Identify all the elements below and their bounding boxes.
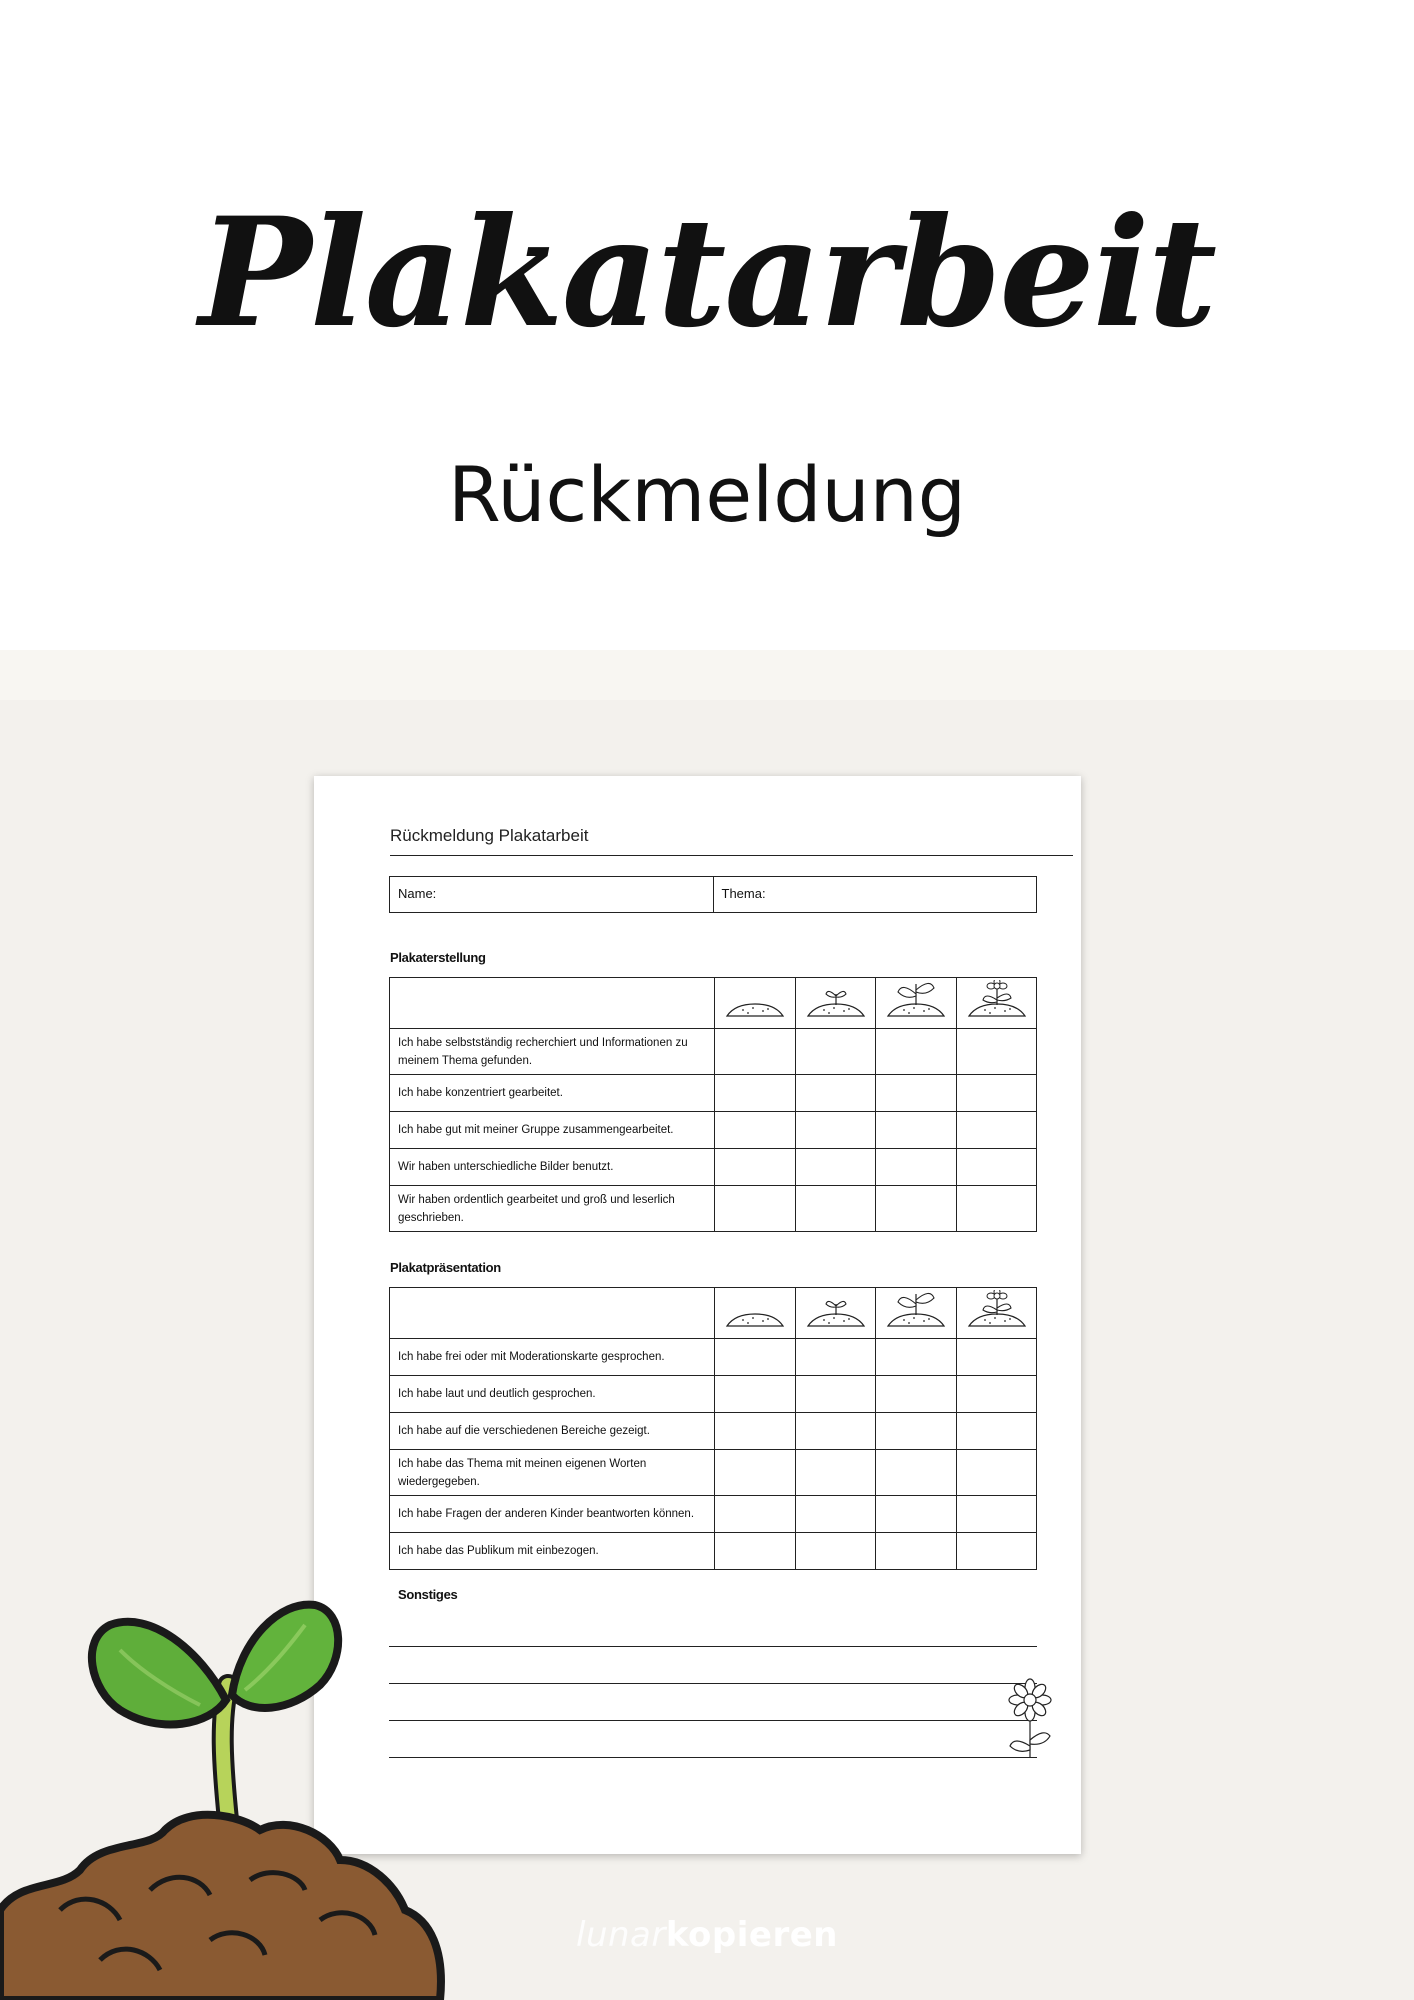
writing-line[interactable] <box>389 1683 1037 1684</box>
name-topic-box <box>389 876 1037 913</box>
rating-cell[interactable] <box>876 1112 957 1149</box>
divider-band <box>0 650 1414 700</box>
rating-cell[interactable] <box>956 1112 1037 1149</box>
criterion-label: Wir haben ordentlich gearbeitet und groß und leserlich geschrieben. <box>390 1186 715 1232</box>
rating-cell[interactable] <box>715 1186 796 1232</box>
table-row <box>390 1149 1037 1186</box>
rating-table-presentation <box>389 1287 1037 1570</box>
cover-header <box>0 0 1414 650</box>
writing-line[interactable] <box>389 1720 1037 1721</box>
rating-cell[interactable] <box>956 1149 1037 1186</box>
rating-cell[interactable] <box>795 1029 876 1075</box>
rating-cell[interactable] <box>795 1186 876 1232</box>
rating-cell[interactable] <box>876 1413 957 1450</box>
criterion-label: Ich habe frei oder mit Moderationskarte gesprochen. <box>390 1339 715 1376</box>
rating-cell[interactable] <box>715 1339 796 1376</box>
flower-icon <box>956 1288 1037 1339</box>
rating-cell[interactable] <box>795 1075 876 1112</box>
brand-logo <box>0 1915 1414 1955</box>
header-empty-cell <box>390 978 715 1029</box>
rating-cell[interactable] <box>715 1533 796 1570</box>
rating-cell[interactable] <box>715 1376 796 1413</box>
criterion-label: Ich habe konzentriert gearbeitet. <box>390 1075 715 1112</box>
table-row <box>390 1450 1037 1496</box>
sprout-icon <box>876 1288 957 1339</box>
rating-cell[interactable] <box>956 1075 1037 1112</box>
rating-cell[interactable] <box>876 1496 957 1533</box>
brand-logo-main: kopieren <box>665 1915 838 1955</box>
rating-cell[interactable] <box>715 1149 796 1186</box>
title-rule <box>390 855 1073 856</box>
rating-cell[interactable] <box>795 1112 876 1149</box>
rating-cell[interactable] <box>956 1413 1037 1450</box>
rating-cell[interactable] <box>956 1533 1037 1570</box>
rating-table-creation <box>389 977 1037 1232</box>
rating-cell[interactable] <box>876 1149 957 1186</box>
rating-cell[interactable] <box>956 1186 1037 1232</box>
criterion-label: Ich habe laut und deutlich gesprochen. <box>390 1376 715 1413</box>
table-row <box>390 1112 1037 1149</box>
flower-decoration-icon <box>1000 1676 1060 1761</box>
section-title-misc: Sonstiges <box>398 1587 458 1602</box>
criterion-label: Wir haben unterschiedliche Bilder benutzt. <box>390 1149 715 1186</box>
rating-cell[interactable] <box>795 1450 876 1496</box>
sprout-icon <box>876 978 957 1029</box>
header-empty-cell <box>390 1288 715 1339</box>
rating-cell[interactable] <box>715 1496 796 1533</box>
rating-cell[interactable] <box>956 1339 1037 1376</box>
rating-cell[interactable] <box>876 1029 957 1075</box>
rating-cell[interactable] <box>956 1496 1037 1533</box>
criterion-label: Ich habe das Publikum mit einbezogen. <box>390 1533 715 1570</box>
rating-cell[interactable] <box>795 1149 876 1186</box>
soil-icon <box>715 1288 796 1339</box>
rating-header-row <box>390 978 1037 1029</box>
rating-cell[interactable] <box>795 1376 876 1413</box>
writing-line[interactable] <box>389 1646 1037 1647</box>
rating-cell[interactable] <box>795 1339 876 1376</box>
seedling-icon <box>795 978 876 1029</box>
rating-cell[interactable] <box>795 1413 876 1450</box>
topic-field: Thema: <box>721 886 766 901</box>
section-title-creation: Plakaterstellung <box>390 950 486 965</box>
criterion-label: Ich habe selbstständig recherchiert und Informationen zu meinem Thema gefunden. <box>390 1029 715 1075</box>
rating-cell[interactable] <box>795 1496 876 1533</box>
brand-logo-prefix: lunar <box>576 1915 666 1955</box>
seedling-icon <box>795 1288 876 1339</box>
table-row <box>390 1376 1037 1413</box>
writing-line[interactable] <box>389 1757 1037 1758</box>
rating-cell[interactable] <box>876 1075 957 1112</box>
name-field: Name: <box>390 877 714 912</box>
table-row <box>390 1413 1037 1450</box>
rating-cell[interactable] <box>876 1533 957 1570</box>
table-row <box>390 1339 1037 1376</box>
table-row <box>390 1496 1037 1533</box>
table-row <box>390 1186 1037 1232</box>
table-row <box>390 1029 1037 1075</box>
flower-icon <box>956 978 1037 1029</box>
rating-cell[interactable] <box>715 1450 796 1496</box>
rating-cell[interactable] <box>715 1413 796 1450</box>
soil-icon <box>715 978 796 1029</box>
table-row <box>390 1533 1037 1570</box>
rating-cell[interactable] <box>876 1450 957 1496</box>
page-title: Plakatarbeit <box>198 185 1216 361</box>
worksheet-title: Rückmeldung Plakatarbeit <box>390 826 589 845</box>
rating-cell[interactable] <box>715 1075 796 1112</box>
rating-cell[interactable] <box>956 1029 1037 1075</box>
rating-cell[interactable] <box>956 1376 1037 1413</box>
rating-cell[interactable] <box>876 1186 957 1232</box>
page-subtitle: Rückmeldung <box>447 450 967 539</box>
section-title-presentation: Plakatpräsentation <box>390 1260 501 1275</box>
criterion-label: Ich habe gut mit meiner Gruppe zusammengearbeitet. <box>390 1112 715 1149</box>
rating-cell[interactable] <box>795 1533 876 1570</box>
rating-cell[interactable] <box>876 1339 957 1376</box>
criterion-label: Ich habe Fragen der anderen Kinder beantworten können. <box>390 1496 715 1533</box>
criterion-label: Ich habe auf die verschiedenen Bereiche gezeigt. <box>390 1413 715 1450</box>
table-row <box>390 1075 1037 1112</box>
rating-cell[interactable] <box>876 1376 957 1413</box>
rating-cell[interactable] <box>715 1029 796 1075</box>
rating-header-row <box>390 1288 1037 1339</box>
rating-cell[interactable] <box>956 1450 1037 1496</box>
rating-cell[interactable] <box>715 1112 796 1149</box>
criterion-label: Ich habe das Thema mit meinen eigenen Worten wiedergegeben. <box>390 1450 715 1496</box>
